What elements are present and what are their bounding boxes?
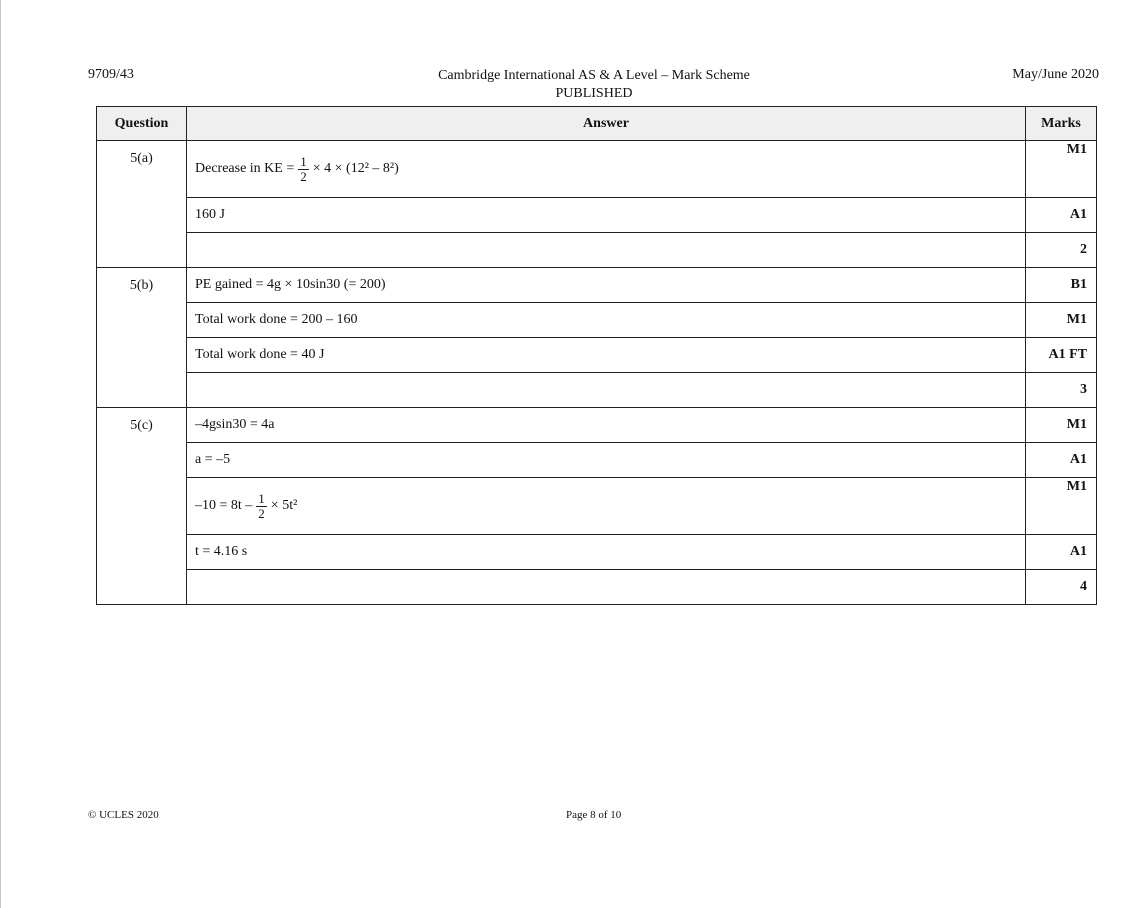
exam-session: May/June 2020 xyxy=(1012,67,1099,82)
marks-cell: M1 xyxy=(1026,303,1097,338)
fraction xyxy=(298,155,309,184)
question-number: 5(c) xyxy=(97,408,187,605)
fraction-numerator: 1 xyxy=(258,490,265,506)
marks-cell: A1 xyxy=(1026,443,1097,478)
answer-cell xyxy=(187,478,1026,535)
mark-scheme-table xyxy=(96,106,1097,605)
answer-cell xyxy=(187,570,1026,605)
marks-cell: A1 FT xyxy=(1026,338,1097,373)
question-number: 5(b) xyxy=(97,268,187,408)
fraction-numerator: 1 xyxy=(300,153,307,169)
answer-cell: 160 J xyxy=(187,198,1026,233)
table-row xyxy=(97,198,1097,233)
question-header: Question xyxy=(97,107,187,141)
marks-cell: M1 xyxy=(1026,141,1097,198)
table-row xyxy=(97,233,1097,268)
table-row xyxy=(97,535,1097,570)
answer-cell xyxy=(187,141,1026,198)
answer-cell xyxy=(187,373,1026,408)
question-number: 5(a) xyxy=(97,141,187,268)
formula-text: × 5t² xyxy=(270,498,298,513)
total-marks-cell: 4 xyxy=(1026,570,1097,605)
answer-cell: PE gained = 4g × 10sin30 (= 200) xyxy=(187,268,1026,303)
answer-cell: t = 4.16 s xyxy=(187,535,1026,570)
marks-cell: M1 xyxy=(1026,408,1097,443)
marks-header: Marks xyxy=(1026,107,1097,141)
copyright-notice: © UCLES 2020 xyxy=(88,809,159,821)
marks-cell: A1 xyxy=(1026,535,1097,570)
paper-code: 9709/43 xyxy=(88,67,134,82)
formula-text: Decrease in KE = xyxy=(195,161,295,176)
answer-formula xyxy=(195,478,297,534)
table-row xyxy=(97,443,1097,478)
marks-cell: B1 xyxy=(1026,268,1097,303)
table-row xyxy=(97,408,1097,443)
marks-cell: A1 xyxy=(1026,198,1097,233)
table-row xyxy=(97,338,1097,373)
title-line: Cambridge International AS & A Level – Mark Scheme xyxy=(438,68,750,83)
formula-text: –10 = 8t – xyxy=(195,498,253,513)
answer-cell: –4gsin30 = 4a xyxy=(187,408,1026,443)
answer-cell xyxy=(187,233,1026,268)
table-row xyxy=(97,268,1097,303)
table-row xyxy=(97,141,1097,198)
answer-formula xyxy=(195,141,399,197)
answer-cell: a = –5 xyxy=(187,443,1026,478)
fraction-denominator: 2 xyxy=(300,168,307,184)
answer-header: Answer xyxy=(187,107,1026,141)
page-number: Page 8 of 10 xyxy=(566,809,622,821)
table-row xyxy=(97,303,1097,338)
table-row xyxy=(97,373,1097,408)
answer-cell: Total work done = 200 – 160 xyxy=(187,303,1026,338)
total-marks-cell: 3 xyxy=(1026,373,1097,408)
fraction xyxy=(256,492,267,521)
total-marks-cell: 2 xyxy=(1026,233,1097,268)
fraction-denominator: 2 xyxy=(258,505,265,521)
published-label: PUBLISHED xyxy=(555,86,633,101)
formula-text: × 4 × (12² – 8²) xyxy=(312,161,399,176)
table-row xyxy=(97,478,1097,535)
table-header-row xyxy=(97,107,1097,141)
answer-cell: Total work done = 40 J xyxy=(187,338,1026,373)
table-row xyxy=(97,570,1097,605)
marks-cell: M1 xyxy=(1026,478,1097,535)
document-title xyxy=(380,67,808,103)
page-edge xyxy=(0,0,1,908)
